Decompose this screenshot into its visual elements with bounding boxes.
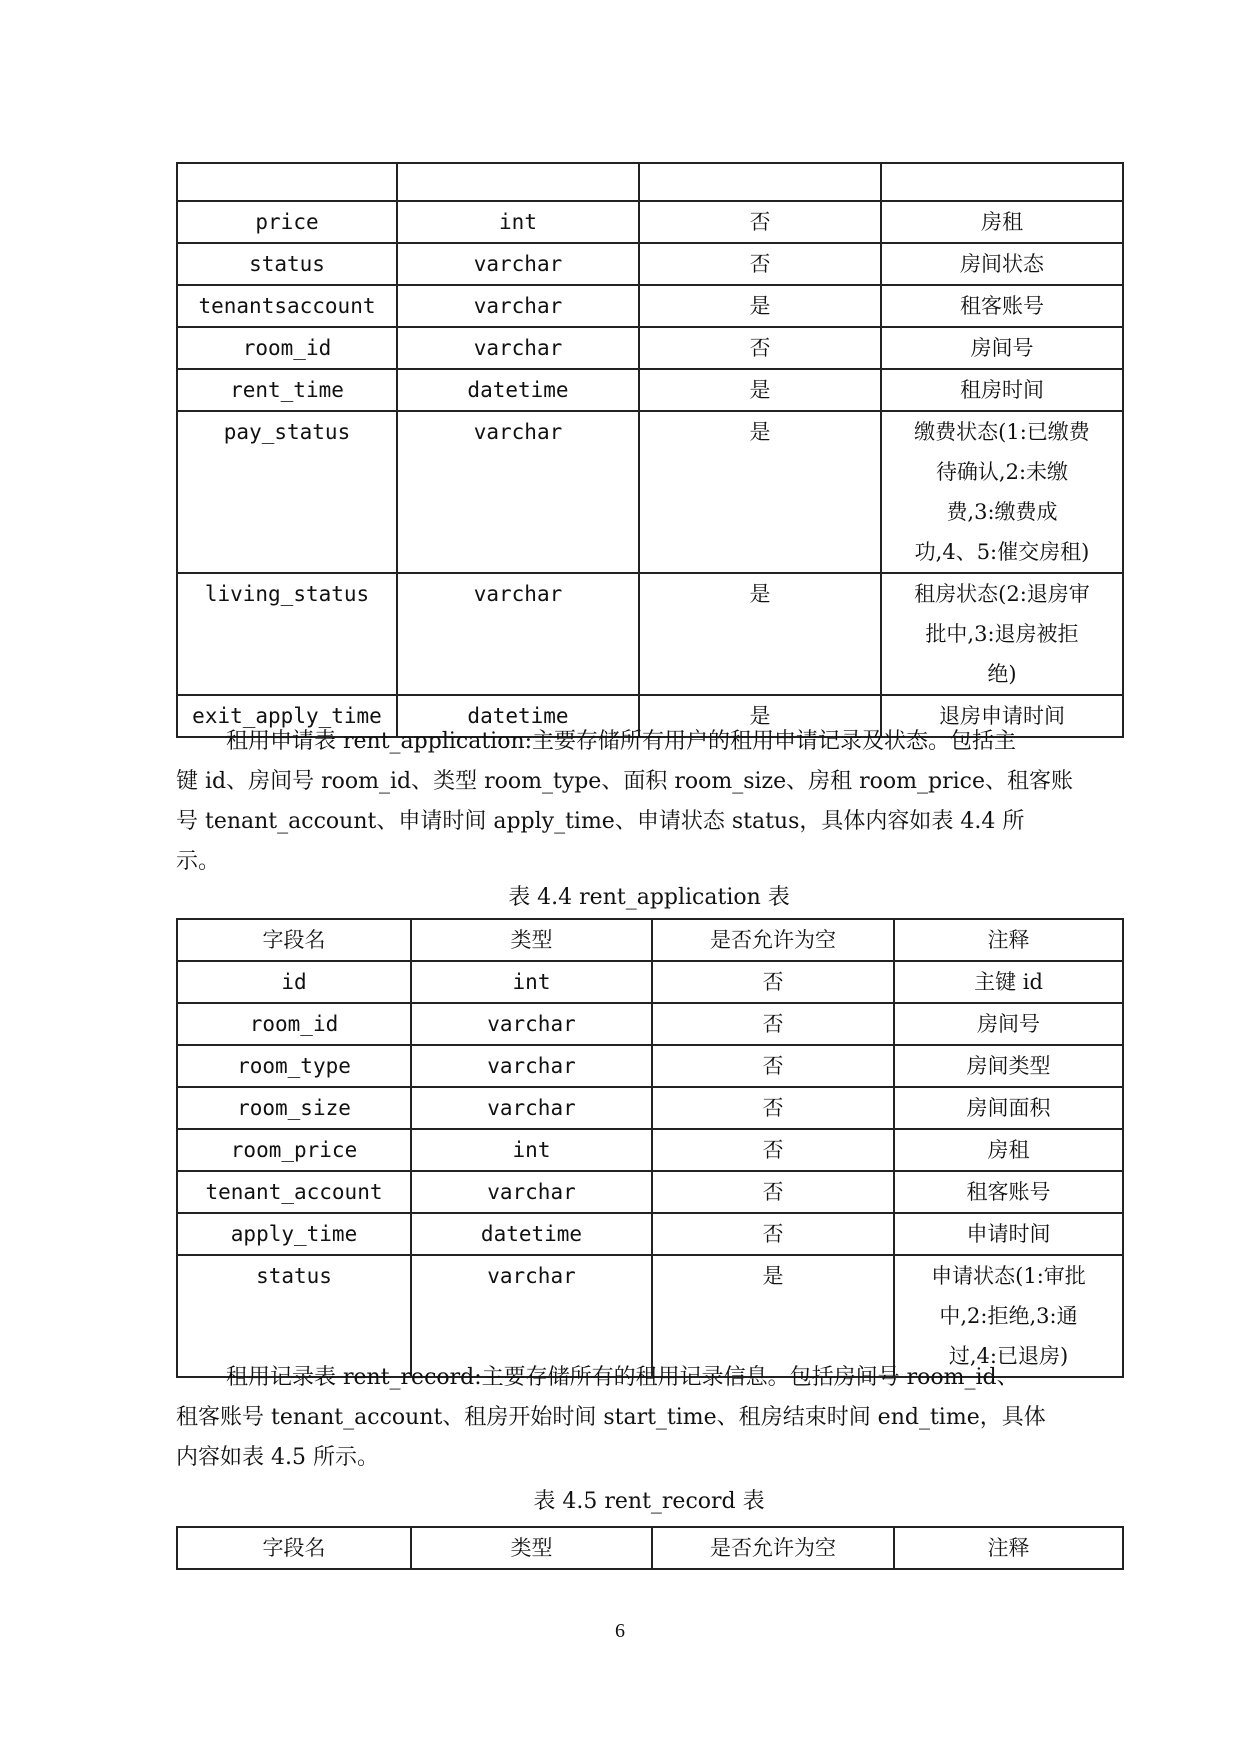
- paragraph-line: 租用记录表 rent_record:主要存储所有的租用记录信息。包括房间号 room_id、: [226, 1365, 1019, 1390]
- table-caption-4-5: 表 4.5 rent_record 表: [533, 1489, 765, 1514]
- field-name-cell: rent_time: [177, 369, 397, 411]
- table-caption-4-4: 表 4.4 rent_application 表: [508, 885, 790, 910]
- comment-line: 批中,3:退房被拒: [925, 622, 1079, 646]
- type-cell: datetime: [411, 1213, 652, 1255]
- type-cell: varchar: [411, 1045, 652, 1087]
- comment-cell: 房间类型: [894, 1045, 1123, 1087]
- header-cell: [397, 163, 639, 201]
- table-4-5-rent-record: [176, 1526, 1124, 1570]
- comment-cell: 房租: [881, 201, 1123, 243]
- field-name-cell: tenant_account: [177, 1171, 411, 1213]
- comment-cell: 主键 id: [894, 961, 1123, 1003]
- header-cell-type: 类型: [411, 919, 652, 961]
- field-name-cell: apply_time: [177, 1213, 411, 1255]
- comment-line: 缴费状态(1:已缴费: [914, 420, 1090, 444]
- type-cell: int: [411, 961, 652, 1003]
- page-number: 6: [615, 1620, 625, 1642]
- table-row: [177, 1171, 1123, 1213]
- table-row: [177, 243, 1123, 285]
- nullable-cell: 否: [652, 1003, 894, 1045]
- table-row: [177, 327, 1123, 369]
- comment-line: 中,2:拒绝,3:通: [939, 1304, 1078, 1328]
- comment-cell: 房间面积: [894, 1087, 1123, 1129]
- table-4-4-rent-application: [176, 918, 1124, 1378]
- nullable-cell: 是: [639, 573, 881, 695]
- header-cell-comment: 注释: [894, 1527, 1123, 1569]
- nullable-cell: 否: [652, 1045, 894, 1087]
- paragraph-rent-application: [176, 722, 1122, 882]
- comment-cell: 租客账号: [881, 285, 1123, 327]
- nullable-cell: 否: [652, 1087, 894, 1129]
- header-cell: [639, 163, 881, 201]
- nullable-cell: 否: [652, 1213, 894, 1255]
- comment-line: 待确认,2:未缴: [935, 460, 1069, 484]
- table-row: [177, 961, 1123, 1003]
- comment-line: 租房状态(2:退房审: [914, 582, 1090, 606]
- header-cell: [177, 163, 397, 201]
- type-cell: varchar: [397, 285, 639, 327]
- comment-line: 费,3:缴费成: [946, 500, 1058, 524]
- comment-cell: 租房时间: [881, 369, 1123, 411]
- nullable-cell: 是: [652, 1255, 894, 1377]
- table-header-row: [177, 1527, 1123, 1569]
- field-name-cell: room_type: [177, 1045, 411, 1087]
- table-row: [177, 369, 1123, 411]
- comment-cell: 租客账号: [894, 1171, 1123, 1213]
- type-cell: varchar: [397, 411, 639, 573]
- field-name-cell: status: [177, 243, 397, 285]
- field-name-cell: pay_status: [177, 411, 397, 573]
- nullable-cell: 否: [652, 961, 894, 1003]
- field-name-cell: room_id: [177, 1003, 411, 1045]
- field-name-cell: exit_apply_time: [177, 695, 397, 737]
- table-row: [177, 573, 1123, 695]
- paragraph-line: 内容如表 4.5 所示。: [176, 1445, 379, 1470]
- table-row: [177, 411, 1123, 573]
- comment-cell: 退房申请时间: [881, 695, 1123, 737]
- nullable-cell: 是: [639, 285, 881, 327]
- field-name-cell: id: [177, 961, 411, 1003]
- type-cell: varchar: [411, 1171, 652, 1213]
- nullable-cell: 是: [639, 369, 881, 411]
- table-header-row-blank: [177, 163, 1123, 201]
- header-cell-nullable: 是否允许为空: [652, 1527, 894, 1569]
- nullable-cell: 否: [639, 201, 881, 243]
- header-cell-type: 类型: [411, 1527, 652, 1569]
- table-row: [177, 201, 1123, 243]
- type-cell: varchar: [397, 327, 639, 369]
- field-name-cell: living_status: [177, 573, 397, 695]
- comment-cell: 房间号: [894, 1003, 1123, 1045]
- comment-cell: [881, 411, 1123, 573]
- field-name-cell: tenantsaccount: [177, 285, 397, 327]
- nullable-cell: 是: [639, 695, 881, 737]
- field-name-cell: status: [177, 1255, 411, 1377]
- table-row: [177, 1087, 1123, 1129]
- nullable-cell: 否: [652, 1129, 894, 1171]
- type-cell: varchar: [397, 573, 639, 695]
- table-row: [177, 285, 1123, 327]
- paragraph-line: 示。: [176, 849, 221, 874]
- paragraph-rent-record: [176, 1358, 1122, 1478]
- header-cell-field-name: 字段名: [177, 1527, 411, 1569]
- type-cell: int: [411, 1129, 652, 1171]
- nullable-cell: 否: [639, 327, 881, 369]
- header-cell-nullable: 是否允许为空: [652, 919, 894, 961]
- header-cell-comment: 注释: [894, 919, 1123, 961]
- table-header-row: [177, 919, 1123, 961]
- paragraph-line: 键 id、房间号 room_id、类型 room_type、面积 room_size、房租 room_price、租客账: [176, 769, 1073, 794]
- paragraph-line: 租客账号 tenant_account、租房开始时间 start_time、租房结束时间 end_time，具体: [176, 1405, 1046, 1430]
- field-name-cell: room_price: [177, 1129, 411, 1171]
- type-cell: varchar: [411, 1003, 652, 1045]
- comment-cell: 申请时间: [894, 1213, 1123, 1255]
- type-cell: int: [397, 201, 639, 243]
- comment-line: 申请状态(1:审批: [931, 1264, 1086, 1288]
- comment-cell: 房间状态: [881, 243, 1123, 285]
- type-cell: varchar: [397, 243, 639, 285]
- table-row: [177, 1213, 1123, 1255]
- paragraph-line: 号 tenant_account、申请时间 apply_time、申请状态 status，具体内容如表 4.4 所: [176, 809, 1025, 834]
- comment-cell: 房租: [894, 1129, 1123, 1171]
- header-cell: [881, 163, 1123, 201]
- field-name-cell: room_id: [177, 327, 397, 369]
- table-row: [177, 1003, 1123, 1045]
- table-row: [177, 1045, 1123, 1087]
- paragraph-line: 租用申请表 rent_application:主要存储所有用户的租用申请记录及状态。包括主: [226, 729, 1017, 754]
- type-cell: datetime: [397, 369, 639, 411]
- comment-line: 绝): [987, 662, 1017, 686]
- type-cell: varchar: [411, 1255, 652, 1377]
- table-4-3-continued: [176, 162, 1124, 738]
- table-row: [177, 1129, 1123, 1171]
- header-cell-field-name: 字段名: [177, 919, 411, 961]
- nullable-cell: 是: [639, 411, 881, 573]
- comment-cell: 房间号: [881, 327, 1123, 369]
- nullable-cell: 否: [652, 1171, 894, 1213]
- nullable-cell: 否: [639, 243, 881, 285]
- comment-line: 功,4、5:催交房租): [914, 540, 1090, 564]
- type-cell: datetime: [397, 695, 639, 737]
- type-cell: varchar: [411, 1087, 652, 1129]
- field-name-cell: price: [177, 201, 397, 243]
- comment-cell: [881, 573, 1123, 695]
- field-name-cell: room_size: [177, 1087, 411, 1129]
- comment-line: 过,4:已退房): [948, 1344, 1069, 1368]
